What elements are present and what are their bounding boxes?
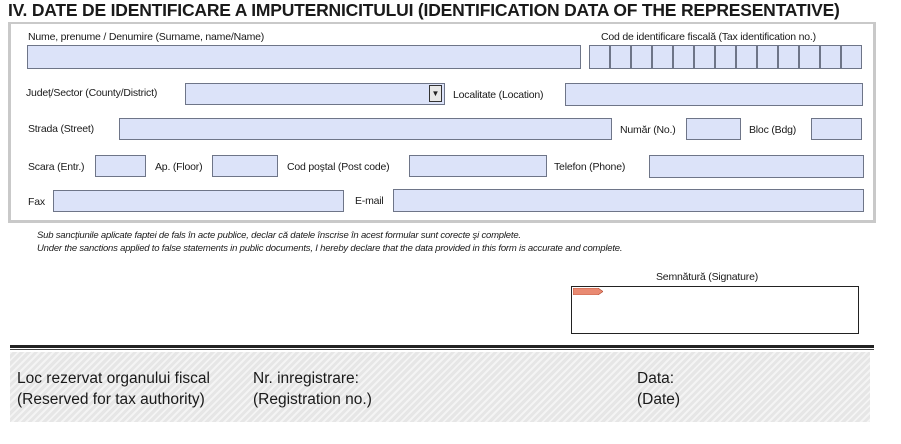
postcode-label: Cod poştal (Post code): [287, 161, 390, 173]
location-field[interactable]: [565, 83, 863, 106]
county-select[interactable]: [185, 83, 445, 105]
tin-digit-box[interactable]: [694, 45, 715, 69]
tin-digit-box[interactable]: [841, 45, 862, 69]
tin-label: Cod de identificare fiscală (Tax identification no.): [601, 31, 816, 43]
phone-field[interactable]: [649, 155, 864, 178]
separator-thin: [10, 349, 874, 350]
tin-digit-box[interactable]: [631, 45, 652, 69]
tin-digit-box[interactable]: [610, 45, 631, 69]
reserved-line1: Loc rezervat organului fiscal: [17, 370, 210, 387]
fax-label: Fax: [28, 196, 45, 208]
number-label: Număr (No.): [620, 124, 676, 136]
tin-digit-box[interactable]: [652, 45, 673, 69]
tin-digit-box[interactable]: [673, 45, 694, 69]
separator-thick: [10, 345, 874, 348]
registration-label-en: (Registration no.): [253, 391, 372, 408]
date-label-en: (Date): [637, 391, 681, 408]
postcode-field[interactable]: [409, 155, 547, 177]
name-field[interactable]: [27, 45, 581, 69]
signature-label: Semnătură (Signature): [656, 271, 759, 283]
tin-digit-box[interactable]: [715, 45, 736, 69]
entrance-label: Scara (Entr.): [28, 161, 85, 173]
signature-flag-icon[interactable]: [573, 288, 603, 295]
tin-digit-box[interactable]: [736, 45, 757, 69]
street-field[interactable]: [119, 118, 612, 140]
location-label: Localitate (Location): [453, 89, 544, 101]
name-label: Nume, prenume / Denumire (Surname, name/Name): [28, 31, 265, 43]
declaration-ro: Sub sancţiunile aplicate faptei de fals în acte publice, declar că datele înscrise în acest formular sunt corecte şi complete.: [37, 230, 521, 241]
dropdown-arrow-icon[interactable]: ▼: [429, 85, 442, 102]
street-label: Strada (Street): [28, 123, 94, 135]
section-heading: IV. DATE DE IDENTIFICARE A IMPUTERNICITULUI (IDENTIFICATION DATA OF THE REPRESENTATIVE): [8, 0, 840, 20]
reserved-line2: (Reserved for tax authority): [17, 391, 205, 408]
declaration-en: Under the sanctions applied to false statements in public documents, I hereby declare that the data provided in this form is accurate and complete.: [37, 243, 623, 254]
county-label: Județ/Sector (County/District): [26, 87, 158, 99]
apartment-label: Ap. (Floor): [155, 161, 203, 173]
signature-box[interactable]: [571, 286, 859, 334]
tin-digit-box[interactable]: [778, 45, 799, 69]
phone-label: Telefon (Phone): [554, 161, 626, 173]
apartment-field[interactable]: [212, 155, 278, 177]
tin-digit-box[interactable]: [799, 45, 820, 69]
email-label: E-mail: [355, 195, 384, 207]
fax-field[interactable]: [53, 190, 344, 212]
tin-digit-box[interactable]: [589, 45, 610, 69]
entrance-field[interactable]: [95, 155, 146, 177]
block-field[interactable]: [811, 118, 862, 140]
number-field[interactable]: [686, 118, 741, 140]
tin-digit-box[interactable]: [757, 45, 778, 69]
tin-digit-box[interactable]: [820, 45, 841, 69]
email-field[interactable]: [393, 189, 864, 212]
registration-label: Nr. inregistrare:: [253, 370, 359, 387]
date-label: Data:: [637, 370, 675, 387]
block-label: Bloc (Bdg): [749, 124, 797, 136]
